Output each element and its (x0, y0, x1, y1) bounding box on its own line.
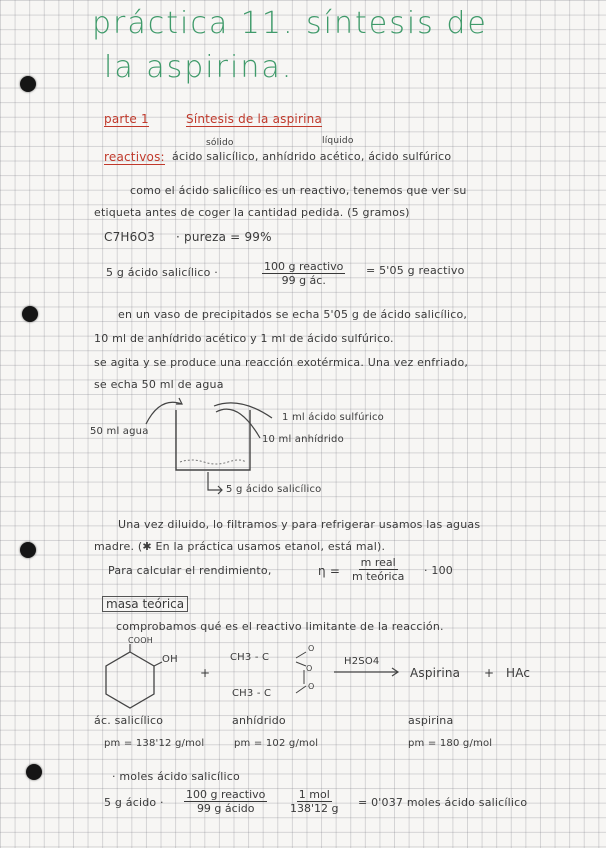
paragraph2-line1: en un vaso de precipitados se echa 5'05 g de ácido salicílico, (118, 308, 468, 321)
product-aspirin: Aspirina (410, 666, 461, 680)
pm-salicylic: pm = 138'12 g/mol (104, 738, 205, 749)
calc1-left: 5 g ácido salicílico · (106, 266, 218, 279)
annotation-solid: sólido (206, 138, 234, 148)
byproduct-hac: HAc (506, 666, 531, 680)
diagram-sulfuric-label: 1 ml ácido sulfúrico (282, 412, 384, 423)
formula-compound: C7H6O3 (104, 230, 155, 244)
moles-numerator-1: 100 g reactivo (186, 788, 266, 801)
yield-eta: η = (318, 564, 341, 578)
moles-heading: · moles ácido salicílico (112, 770, 240, 783)
label-aspirin: aspirina (408, 714, 454, 727)
paragraph3-line2: madre. (✱ En la práctica usamos etanol, está mal). (94, 540, 386, 553)
calc1-result: = 5'05 g reactivo (366, 264, 465, 277)
theoretical-mass-box: masa teórica (102, 596, 188, 612)
reactants-list: ácido salicílico, anhídrido acético, ácido sulfúrico (172, 150, 452, 163)
paragraph2-line3: se agita y se produce una reacción exotérmica. Una vez enfriado, (94, 356, 469, 369)
yield-multiplier: · 100 (424, 564, 453, 577)
anhydride-o-bottom: O (308, 682, 315, 691)
page-title-line2: la aspirina. (104, 50, 294, 85)
label-salicylic: ác. salicílico (94, 714, 164, 727)
reactants-label: reactivos: (104, 150, 165, 164)
paragraph3-line3: Para calcular el rendimiento, (108, 564, 272, 577)
diagram-anhydride-label: 10 ml anhídrido (262, 434, 344, 445)
moles-numerator-2: 1 mol (298, 788, 330, 801)
theoretical-line: comprobamos qué es el reactivo limitante de la reacción. (116, 620, 444, 633)
annotation-liquid: líquido (322, 136, 354, 146)
anhydride-bottom: CH3 - C (232, 688, 272, 699)
cooh-group: COOH (128, 636, 153, 645)
part-heading: Síntesis de la aspirina (186, 112, 322, 126)
paragraph2-line4: se echa 50 ml de agua (94, 378, 224, 391)
pm-aspirin: pm = 180 g/mol (408, 738, 493, 749)
moles-denominator-1: 99 g ácido (196, 802, 255, 815)
formula-purity: · pureza = 99% (176, 230, 272, 244)
yield-numerator: m real (360, 556, 396, 569)
anhydride-o-top: O (308, 644, 315, 653)
moles-fraction-1 (184, 788, 267, 815)
paragraph1-line2: etiqueta antes de coger la cantidad pedida. (5 gramos) (94, 206, 410, 219)
yield-denominator: m teórica (352, 570, 405, 583)
catalyst-label: H2SO4 (344, 656, 380, 667)
oh-group: OH (162, 654, 178, 665)
label-anhydride: anhídrido (232, 714, 286, 727)
part-label: parte 1 (104, 112, 149, 126)
page-title-line1: práctica 11. síntesis de (92, 6, 488, 41)
moles-result: = 0'037 moles ácido salicílico (358, 796, 528, 809)
reaction-plus-2: + (484, 666, 495, 680)
calc1-numerator: 100 g reactivo (264, 260, 344, 273)
moles-denominator-2: 138'12 g (290, 802, 339, 815)
anhydride-top: CH3 - C (230, 652, 270, 663)
moles-left: 5 g ácido · (104, 796, 164, 809)
anhydride-o-mid: O (306, 664, 313, 673)
paragraph2-line2: 10 ml de anhídrido acético y 1 ml de ácido sulfúrico. (94, 332, 394, 345)
reaction-plus-1: + (200, 666, 211, 680)
pm-anhydride: pm = 102 g/mol (234, 738, 319, 749)
paragraph1-line1: como el ácido salicílico es un reactivo, tenemos que ver su (130, 184, 467, 197)
diagram-water-label: 50 ml agua (90, 426, 149, 437)
calc1-denominator: 99 g ác. (281, 274, 326, 287)
diagram-salicylic-label: 5 g ácido salicílico (226, 484, 322, 495)
paragraph3-line1: Una vez diluido, lo filtramos y para refrigerar usamos las aguas (118, 518, 481, 531)
moles-fraction-2 (290, 788, 339, 815)
